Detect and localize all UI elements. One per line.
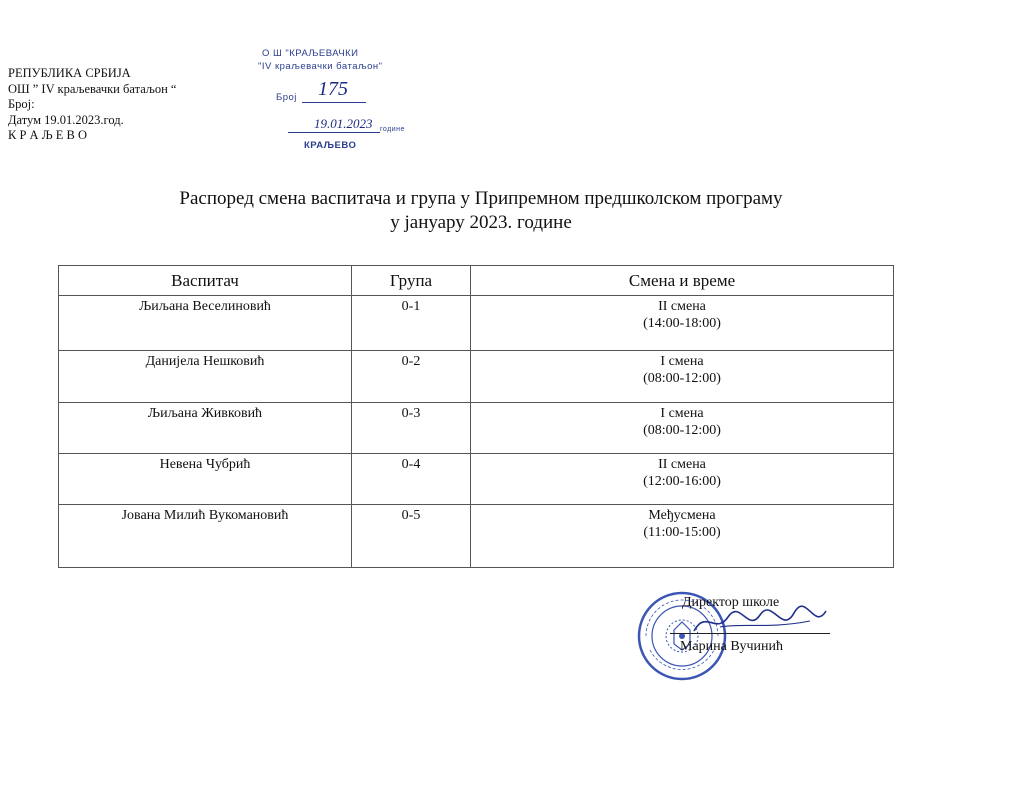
schedule-table — [58, 265, 894, 568]
shift-cell — [471, 454, 894, 505]
stamp-line-1: О Ш "КРАЉЕВАЧКИ — [262, 48, 359, 59]
shift-cell — [471, 296, 894, 351]
signature-line — [670, 633, 830, 634]
number-label: Број: — [8, 97, 35, 111]
registry-stamp — [240, 40, 440, 160]
shift-cell — [471, 403, 894, 454]
group-cell: 0-5 — [352, 505, 471, 568]
header-group: Група — [352, 266, 471, 296]
stamp-date-rule — [288, 132, 380, 133]
city-name: К Р А Љ Е В О — [8, 128, 87, 142]
stamp-number-rule — [302, 102, 366, 103]
shift-name: Међусмена — [648, 508, 716, 523]
stamp-date-value: 19.01.2023 — [314, 116, 373, 131]
title-line-1: Распоред смена васпитача и група у Припремном предшколском програму — [179, 188, 783, 209]
shift-time: (14:00-18:00) — [643, 316, 721, 331]
school-name: ОШ ” IV краљевачки батаљон “ — [8, 81, 177, 96]
table-row — [59, 403, 894, 454]
date-line: Датум 19.01.2023.год. — [8, 112, 124, 127]
table-row — [59, 505, 894, 568]
shift-time: (12:00-16:00) — [643, 474, 721, 489]
signature-name: Марина Вучинић — [680, 639, 784, 654]
country-name: РЕПУБЛИКА СРБИЈА — [8, 66, 131, 80]
table-row — [59, 296, 894, 351]
shift-time: (08:00-12:00) — [643, 371, 721, 386]
shift-name: I смена — [660, 406, 704, 421]
shift-name: I смена — [660, 354, 704, 369]
group-cell: 0-3 — [352, 403, 471, 454]
shift-cell — [471, 505, 894, 568]
table-row — [59, 454, 894, 505]
stamp-city: КРАЉЕВО — [304, 140, 357, 151]
teacher-cell: Невена Чубрић — [59, 454, 352, 505]
group-cell: 0-2 — [352, 351, 471, 403]
teacher-cell: Љиљана Веселиновић — [59, 296, 352, 351]
document-title — [0, 187, 962, 235]
letterhead — [8, 66, 176, 144]
title-line-2: у јануару 2023. године — [390, 212, 572, 233]
shift-time: (11:00-15:00) — [643, 525, 721, 540]
shift-time: (08:00-12:00) — [643, 423, 721, 438]
signature-role: Директор школе — [682, 595, 780, 610]
teacher-cell: Љиљана Живковић — [59, 403, 352, 454]
group-cell: 0-1 — [352, 296, 471, 351]
stamp-date-suffix: године — [380, 126, 405, 133]
shift-cell — [471, 351, 894, 403]
teacher-cell: Јована Милић Вукомановић — [59, 505, 352, 568]
teacher-cell: Данијела Нешковић — [59, 351, 352, 403]
stamp-number-prefix: Број — [276, 92, 297, 103]
header-teacher: Васпитач — [59, 266, 352, 296]
shift-name: II смена — [658, 299, 706, 314]
stamp-number-value: 175 — [318, 78, 348, 100]
table-header-row — [59, 266, 894, 296]
table-row — [59, 351, 894, 403]
header-shift: Смена и време — [471, 266, 894, 296]
group-cell: 0-4 — [352, 454, 471, 505]
shift-name: II смена — [658, 457, 706, 472]
stamp-line-2: "IV краљевачки батаљон" — [258, 61, 383, 72]
